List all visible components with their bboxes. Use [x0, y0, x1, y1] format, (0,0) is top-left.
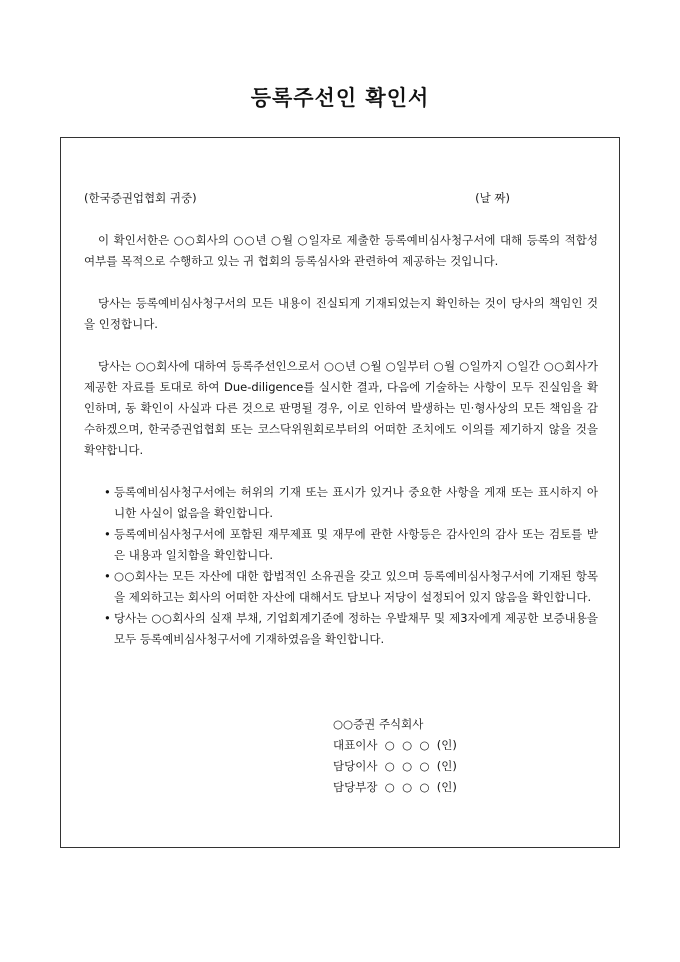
addressee: (한국증권업협회 귀중) — [84, 191, 197, 205]
header-line — [84, 188, 598, 209]
signature-ceo: 대표이사 ○ ○ ○ (인) — [333, 738, 457, 752]
bullet-marker: • — [104, 485, 111, 499]
list-item-text: 당사는 ○○회사의 실재 부채, 기업회계기준에 정하는 우발채무 및 제3자에게 제공한 보증내용을 모두 등록예비심사청구서에 기재하였음을 확인합니다. — [114, 611, 598, 646]
signature-manager: 담당부장 ○ ○ ○ (인) — [333, 780, 457, 794]
paragraph: 당사는 ○○회사에 대하여 등록주선인으로서 ○○년 ○월 ○일부터 ○월 ○일까지 ○일간 ○○회사가 제공한 자료를 토대로 하여 Due-diligence를 실시한 결과, 다음에 기술하는 사항이 모두 진실임을 확인하며, 동 확인이 사실과 다른 것으로 판명될 경우, 이로 인하여 발생하는 민·형사상의 모든 책임을 감수하겠으며, 한국증권업협회 또는 코스닥위원회로부터의 어떠한 조치에도 이의를 제기하지 않을 것을 확약합니다. — [84, 359, 598, 457]
signature-company: ○○증권 주식회사 — [333, 717, 424, 731]
list-item-text: 등록예비심사청구서에 포함된 재무제표 및 재무에 관한 사항등은 감사인의 감사 또는 검토를 받은 내용과 일치함을 확인합니다. — [114, 527, 598, 562]
bullet-marker: • — [104, 569, 111, 583]
list-item-text: ○○회사는 모든 자산에 대한 합법적인 소유권을 갖고 있으며 등록예비심사청구서에 기재된 항목을 제외하고는 회사의 어떠한 자산에 대해서도 담보나 저당이 설정되어 있지 않음을 확인합니다. — [114, 569, 598, 604]
bullet-marker: • — [104, 611, 111, 625]
list-item — [84, 482, 598, 524]
date-field: (날 짜) — [475, 191, 510, 205]
document-body — [84, 188, 598, 650]
list-item-text: 등록예비심사청구서에는 허위의 기재 또는 표시가 있거나 중요한 사항을 게재 또는 표시하지 아니한 사실이 없음을 확인합니다. — [114, 485, 598, 520]
document-title: 등록주선인 확인서 — [250, 85, 430, 110]
paragraph: 당사는 등록예비심사청구서의 모든 내용이 진실되게 기재되었는지 확인하는 것이 당사의 책임인 것을 인정합니다. — [84, 296, 598, 331]
signature-block — [333, 714, 457, 798]
paragraph: 이 확인서한은 ○○회사의 ○○년 ○월 ○일자로 제출한 등록예비심사청구서에 대해 등록의 적합성 여부를 목적으로 수행하고 있는 귀 협회의 등록심사와 관련하여 제공하는 것입니다. — [84, 233, 598, 268]
list-item — [84, 608, 598, 650]
confirmation-list — [84, 482, 598, 650]
list-item — [84, 566, 598, 608]
signature-director: 담당이사 ○ ○ ○ (인) — [333, 759, 457, 773]
list-item — [84, 524, 598, 566]
bullet-marker: • — [104, 527, 111, 541]
